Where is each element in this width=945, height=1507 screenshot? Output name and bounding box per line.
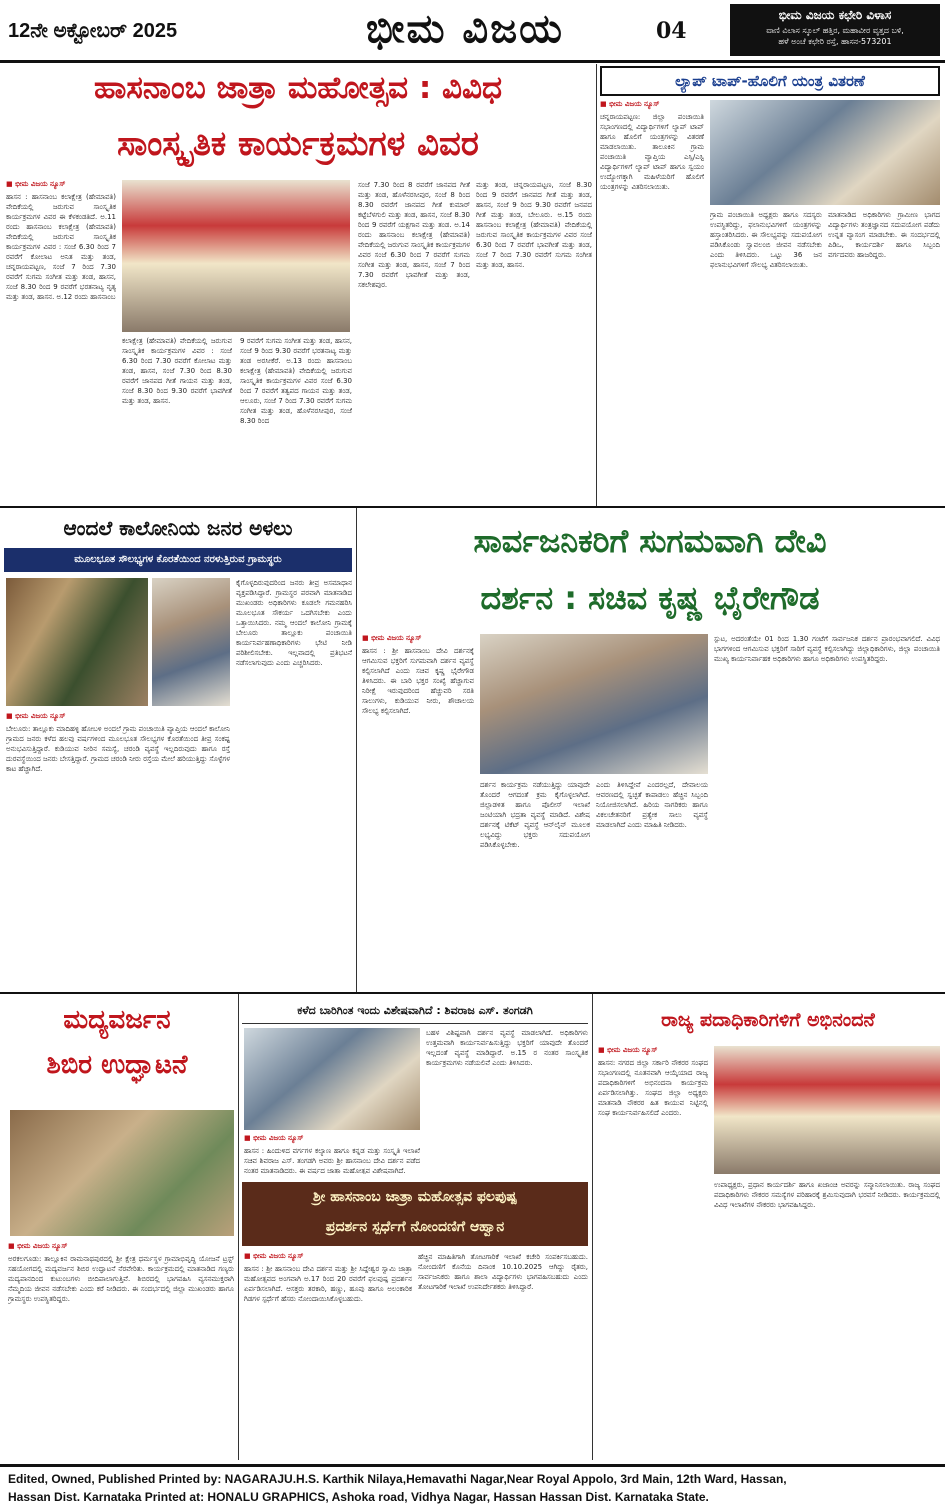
story1-text-4: ಸಂಜೆ 7.30 ರಿಂದ 8 ರವರೆಗೆ ಜಾನಪದ ಗೀತೆ ಮತ್ತು ತಂಡ, ಹೊಳೆನರಸೀಪುರ, ಸಂಜೆ 8 ರಿಂದ 8.30 ರವರೆಗೆ ಜಾನಪದ ಗೀತೆ ಕುಮಾರ್ ಕಟ್ಟೆಬೆಳಗುಲಿ ಮತ್ತು ತಂಡ, ಹಾಸನ, ಸಂಜೆ 8.30 ರಿಂದ 9 ರವರೆಗೆ ಯಕ್ಷಗಾನ ಮತ್ತು ತಂಡ. ಅ.14 ರಂದು ಹಾಸನಾಂಬ ಕಲಾಕ್ಷೇತ್ರ (ಹೇಮಾವತಿ) ವೇದಿಕೆಯಲ್ಲಿ ಜರುಗುವ ಸಾಂಸ್ಕೃತಿಕ ಕಾರ್ಯಕ್ರಮಗಳ ವಿವರ ಸಂಜೆ 6.30 ರಿಂದ 7 ರವರೆಗೆ ಸುಗಮ ಸಂಗೀತ ಮತ್ತು ತಂಡ, ಹಾಸನ, ಸಂಜೆ 7 ರಿಂದ 7.30 ರವರೆಗೆ ಭಾವಗೀತೆ ಮತ್ತು ತಂಡ, ಸಕಲೇಶಪುರ. bbox=[358, 181, 470, 289]
story2-distribution-photo bbox=[710, 100, 940, 205]
story7-credit: ■ ಭೀಮ ವಿಜಯ ನ್ಯೂಸ್ bbox=[598, 1046, 708, 1055]
story7-column-1 bbox=[598, 1046, 708, 1456]
story3-headline: ಆಂದಲೆ ಕಾಲೋನಿಯ ಜನರ ಅಳಲು bbox=[63, 516, 293, 540]
story2-text-3: ಮಾತನಾಡಿದ ಅಧಿಕಾರಿಗಳು ಗ್ರಾಮೀಣ ಭಾಗದ ವಿದ್ಯಾರ್ಥಿಗಳು ತಂತ್ರಜ್ಞಾನದ ಸದುಪಯೋಗ ಪಡೆದು ಉನ್ನತ ವ್ಯಾಸಂಗ ಮಾಡಬೇಕು. ಈ ಸಂದರ್ಭದಲ್ಲಿ ಪಿಡಿಒ, ಕಾರ್ಯದರ್ಶಿ ಹಾಗೂ ಸಿಬ್ಬಂದಿ ವರ್ಗದವರು ಹಾಜರಿದ್ದರು. bbox=[828, 211, 940, 259]
story8-headline-2: ಪ್ರದರ್ಶನ ಸ್ಪರ್ಧೆಗೆ ನೋಂದಣಿಗೆ ಆಹ್ವಾನ bbox=[325, 1219, 505, 1235]
story4-column-1 bbox=[362, 634, 474, 988]
story8-text-1: ಹಾಸನ : ಶ್ರೀ ಹಾಸನಾಂಬ ದೇವಿ ದರ್ಶನ ಮತ್ತು ಶ್ರೀ ಸಿದ್ದೇಶ್ವರ ಸ್ವಾಮಿ ಜಾತ್ರಾ ಮಹೋತ್ಸವದ ಅಂಗವಾಗಿ ಅ.17 ರಿಂದ 20 ರವರೆಗೆ ಫಲಪುಷ್ಪ ಪ್ರದರ್ಶನ ಏರ್ಪಡಿಸಲಾಗಿದೆ. ಆಸಕ್ತರು ತರಕಾರಿ, ಹಣ್ಣು, ಹೂವು ಹಾಗೂ ಅಲಂಕಾರಿಕ ಗಿಡಗಳ ಸ್ಪರ್ಧೆಗೆ ಹೆಸರು ನೋಂದಾಯಿಸಿಕೊಳ್ಳಬಹುದು. bbox=[244, 1265, 412, 1303]
story1-column-1 bbox=[6, 180, 116, 500]
issue-date: 12ನೇ ಅಕ್ಟೋಬರ್ 2025 bbox=[8, 20, 178, 42]
story8-column-2 bbox=[418, 1252, 588, 1456]
story2-column-2 bbox=[710, 210, 822, 500]
story1-credit: ■ ಭೀಮ ವಿಜಯ ನ್ಯೂಸ್ bbox=[6, 180, 116, 189]
story1-headline-1: ಹಾಸನಾಂಬ ಜಾತ್ರಾ ಮಹೋತ್ಸವ : ವಿವಿಧ bbox=[93, 70, 503, 106]
address-line-1: ವಾಣಿ ವಿಲಾಸ ಸ್ಕೂಲ್ ಹತ್ತಿರ, ಮಹಾವೀರ ವೃತ್ತದ ಬಳಿ, bbox=[766, 26, 904, 35]
story1-text-1: ಹಾಸನ : ಹಾಸನಾಂಬ ಕಲಾಕ್ಷೇತ್ರ (ಹೇಮಾವತಿ) ವೇದಿಕೆಯಲ್ಲಿ ಜರುಗುವ ಸಾಂಸ್ಕೃತಿಕ ಕಾರ್ಯಕ್ರಮಗಳ ವಿವರ ಈ ಕೆಳಕಂಡತಿದೆ. ಅ.11 ರಂದು ಹಾಸನಾಂಬ ಕಲಾಕ್ಷೇತ್ರ (ಹೇಮಾವತಿ) ವೇದಿಕೆಯಲ್ಲಿ ಜರುಗುವ ಸಾಂಸ್ಕೃತಿಕ ಕಾರ್ಯಕ್ರಮಗಳ ವಿವರ : ಸಂಜೆ 6.30 ರಿಂದ 7 ರವರೆಗೆ ಕೋಲಾಟ ಅನಿತ ಮತ್ತು ತಂಡ, ಚನ್ನರಾಯಪಟ್ಟಣ, ಸಂಜೆ 7 ರಿಂದ 7.30 ರವರೆಗೆ ಸುಗಮ ಸಂಗೀತ ಮತ್ತು ತಂಡ, ಹಾಸನ, ಸಂಜೆ 8.30 ರಿಂದ 9 ರವರೆಗೆ ಭರತನಾಟ್ಯ ನೃತ್ಯ ಮತ್ತು ತಂಡ, ಹಾಸನ. ಅ.12 ರಂದು ಹಾಸನಾಂಬ bbox=[6, 193, 116, 301]
divider bbox=[356, 508, 357, 992]
story8-credit: ■ ಭೀಮ ವಿಜಯ ನ್ಯೂಸ್ bbox=[244, 1252, 412, 1261]
story1-text-2: ಕಲಾಕ್ಷೇತ್ರ (ಹೇಮಾವತಿ) ವೇದಿಕೆಯಲ್ಲಿ ಜರುಗುವ ಸಾಂಸ್ಕೃತಿಕ ಕಾರ್ಯಕ್ರಮಗಳ ವಿವರ : ಸಂಜೆ 6.30 ರಿಂದ 7.30 ರವರೆಗೆ ಕೋಲಾಟ ಮತ್ತು ತಂಡ, ಹಾಸನ, ಸಂಜೆ 7.30 ರಿಂದ 8.30 ರವರೆಗೆ ಜಾನಪದ ಗೀತೆ ಗಾಯನ ಮತ್ತು ತಂಡ, ಸಂಜೆ 8.30 ರಿಂದ 9.30 ರವರೆಗೆ ಭಾವಗೀತೆ ಮತ್ತು ತಂಡ, ಹಾಸನ. bbox=[122, 337, 232, 405]
imprint-footer bbox=[0, 1464, 945, 1507]
story8-text-2: ಹೆಚ್ಚಿನ ಮಾಹಿತಿಗಾಗಿ ತೋಟಗಾರಿಕೆ ಇಲಾಖೆ ಕಚೇರಿ ಸಂಪರ್ಕಿಸಬಹುದು. ನೋಂದಣಿಗೆ ಕೊನೆಯ ದಿನಾಂಕ 10.10.2025 ಆಗಿದ್ದು ರೈತರು, ಸಾರ್ವಜನಿಕರು ಹಾಗೂ ಶಾಲಾ ವಿದ್ಯಾರ್ಥಿಗಳು ಭಾಗವಹಿಸಬಹುದು ಎಂದು ತೋಟಗಾರಿಕೆ ಇಲಾಖೆ ಉಪನಿರ್ದೇಶಕರು ತಿಳಿಸಿದ್ದಾರೆ. bbox=[418, 1253, 588, 1291]
story6-column-2 bbox=[426, 1028, 588, 1174]
story6-headline: ಕಳೆದ ಬಾರಿಗಿಂತ ಇಂದು ವಿಶೇಷವಾಗಿದೆ : ಶಿವರಾಜ ಎಸ್. ತಂಗಡಗಿ bbox=[242, 998, 588, 1024]
story1-column-5 bbox=[476, 180, 592, 500]
address-title: ಭೀಮ ವಿಜಯ ಕಛೇರಿ ವಿಳಾಸ bbox=[778, 8, 892, 22]
story2-text-1: ಚನ್ನರಾಯಪಟ್ಟಣ: ಜಿಲ್ಲಾ ಪಂಚಾಯಿತಿ ಸಭಾಂಗಣದಲ್ಲಿ ವಿದ್ಯಾರ್ಥಿಗಳಿಗೆ ಲ್ಯಾಪ್ ಟಾಪ್ ಹಾಗೂ ಹೊಲಿಗೆ ಯಂತ್ರಗಳನ್ನು ವಿತರಣೆ ಮಾಡಲಾಯಿತು. ತಾಲೂಕಿನ ಗ್ರಾಮ ಪಂಚಾಯಿತಿ ವ್ಯಾಪ್ತಿಯ ಎಸ್ಸಿ/ಎಸ್ಟಿ ವಿದ್ಯಾರ್ಥಿಗಳಿಗೆ ಲ್ಯಾಪ್ ಟಾಪ್ ಹಾಗೂ ಸ್ವಯಂ ಉದ್ಯೋಗಕ್ಕಾಗಿ ಮಹಿಳೆಯರಿಗೆ ಹೊಲಿಗೆ ಯಂತ್ರಗಳನ್ನು ವಿತರಿಸಲಾಯಿತು. bbox=[600, 113, 704, 191]
divider bbox=[0, 992, 945, 994]
divider bbox=[238, 994, 239, 1460]
story2-column-3 bbox=[828, 210, 940, 500]
story8-column-1 bbox=[244, 1252, 412, 1456]
story7-text-1: ಹಾಸನ: ನಗರದ ಜಿಲ್ಲಾ ಸರ್ಕಾರಿ ನೌಕರರ ಸಂಘದ ಸಭಾಂಗಣದಲ್ಲಿ ನೂತನವಾಗಿ ಆಯ್ಕೆಯಾದ ರಾಜ್ಯ ಪದಾಧಿಕಾರಿಗಳಿಗೆ ಅಭಿನಂದನಾ ಕಾರ್ಯಕ್ರಮ ಏರ್ಪಡಿಸಲಾಗಿತ್ತು. ಸಂಘದ ಜಿಲ್ಲಾ ಅಧ್ಯಕ್ಷರು ಮಾತನಾಡಿ ನೌಕರರ ಹಿತ ಕಾಯುವ ನಿಟ್ಟಿನಲ್ಲಿ ಸಂಘ ಕಾರ್ಯನಿರ್ವಹಿಸಲಿದೆ ಎಂದರು. bbox=[598, 1059, 708, 1117]
story3-subheadline: ಮೂಲಭೂತ ಸೌಲಭ್ಯಗಳ ಕೊರತೆಯಿಂದ ನರಳುತ್ತಿರುವ ಗ್ರಾಮಸ್ಥರು bbox=[4, 548, 352, 572]
story6-text-2: ಬಹಳ ವಿಶಿಷ್ಟವಾಗಿ ದರ್ಶನ ವ್ಯವಸ್ಥೆ ಮಾಡಲಾಗಿದೆ. ಅಧಿಕಾರಿಗಳು ಉತ್ತಮವಾಗಿ ಕಾರ್ಯನಿರ್ವಹಿಸುತ್ತಿದ್ದು ಭಕ್ತರಿಗೆ ಯಾವುದೇ ತೊಂದರೆ ಇಲ್ಲದಂತೆ ವ್ಯವಸ್ಥೆ ಮಾಡಿದ್ದಾರೆ. ಅ.15 ರ ನಂತರ ಸಾಂಸ್ಕೃತಿಕ ಕಾರ್ಯಕ್ರಮಗಳು ನಡೆಯಲಿವೆ ಎಂದು ತಿಳಿಸಿದರು. bbox=[426, 1029, 588, 1067]
divider bbox=[596, 64, 597, 508]
story3-text-1: ಬೇಲೂರು: ತಾಲ್ಲೂಕು ಮಾದಿಹಳ್ಳಿ ಹೋಬಳಿ ಅಂದಲೆ ಗ್ರಾಮ ಪಂಚಾಯಿತಿ ವ್ಯಾಪ್ತಿಯ ಆಂದಲೆ ಕಾಲೋನಿ ಗ್ರಾಮದ ಜನರು ಕಳೆದ ಹಲವು ವರ್ಷಗಳಿಂದ ಮೂಲಭೂತ ಸೌಲಭ್ಯಗಳ ಕೊರತೆಯಿಂದ ತೀವ್ರ ಸಂಕಷ್ಟ ಅನುಭವಿಸುತ್ತಿದ್ದಾರೆ. ಕುಡಿಯುವ ನೀರಿನ ಸಮಸ್ಯೆ, ಚರಂಡಿ ವ್ಯವಸ್ಥೆ ಇಲ್ಲದಿರುವುದು ಹಾಗೂ ರಸ್ತೆ ದುರವಸ್ಥೆಯಿಂದ ಜನರು ಬೇಸತ್ತಿದ್ದಾರೆ. ಗ್ರಾಮದ ಚರಂಡಿ ನೀರು ರಸ್ತೆಯ ಮೇಲೆ ಹರಿಯುತ್ತಿದ್ದು ಸೊಳ್ಳೆಗಳ ಕಾಟ ಹೆಚ್ಚಾಗಿದೆ. bbox=[6, 725, 230, 773]
page-number: 04 bbox=[656, 18, 687, 44]
story4-column-4 bbox=[714, 634, 940, 988]
story1-text-3: 9 ರವರೆಗೆ ಸುಗಮ ಸಂಗೀತ ಮತ್ತು ತಂಡ, ಹಾಸನ, ಸಂಜೆ 9 ರಿಂದ 9.30 ರವರೆಗೆ ಭರತನಾಟ್ಯ ಮತ್ತು ತಂಡ ಅರಸೀಕೆರೆ. ಅ.13 ರಂದು ಹಾಸನಾಂಬ ಕಲಾಕ್ಷೇತ್ರ (ಹೇಮಾವತಿ) ವೇದಿಕೆಯಲ್ಲಿ ಜರುಗುವ ಸಾಂಸ್ಕೃತಿಕ ಕಾರ್ಯಕ್ರಮಗಳ ವಿವರ ಸಂಜೆ 6.30 ರಿಂದ 7 ರವರೆಗೆ ತತ್ವಪದ ಗಾಯನ ಮತ್ತು ತಂಡ, ಆಲೂರು, ಸಂಜೆ 7 ರಿಂದ 7.30 ರವರೆಗೆ ಸುಗಮ ಸಂಗೀತ ಮತ್ತು ತಂಡ, ಹೊಳೆನರಸೀಪುರ, ಸಂಜೆ 8.30 ರಿಂದ bbox=[240, 337, 352, 425]
story1-column-4 bbox=[358, 180, 470, 500]
story1-temple-photo bbox=[122, 180, 350, 332]
story2-column-1 bbox=[600, 100, 704, 500]
story3-column-1 bbox=[6, 712, 230, 988]
story2-headline: ಲ್ಯಾಪ್ ಟಾಪ್-ಹೊಲಿಗೆ ಯಂತ್ರ ವಿತರಣೆ bbox=[600, 66, 940, 96]
story3-credit: ■ ಭೀಮ ವಿಜಯ ನ್ಯೂಸ್ bbox=[6, 712, 230, 721]
story1-headline-2: ಸಾಂಸ್ಕೃತಿಕ ಕಾರ್ಯಕ್ರಮಗಳ ವಿವರ bbox=[117, 124, 479, 164]
story6-column-1 bbox=[244, 1134, 420, 1174]
masthead-rule bbox=[0, 60, 945, 63]
story7-felicitation-photo bbox=[714, 1046, 940, 1174]
story3-drain-photo bbox=[6, 578, 148, 706]
story3-woman-photo bbox=[152, 578, 230, 706]
story4-column-3 bbox=[596, 780, 708, 988]
story4-credit: ■ ಭೀಮ ವಿಜಯ ನ್ಯೂಸ್ bbox=[362, 634, 474, 643]
story4-column-2 bbox=[480, 780, 590, 988]
story5-headline-2: ಶಿಬಿರ ಉದ್ಘಾಟನೆ bbox=[46, 1050, 188, 1080]
imprint-line-1: Edited, Owned, Published Printed by: NAGARAJU.H.S. Karthik Nilaya,Hemavathi Nagar,Near Royal Appolo, 3rd Main, 12th Ward, Hassan, bbox=[8, 1472, 787, 1486]
story5-inauguration-photo bbox=[10, 1110, 234, 1236]
story4-headline-2: ದರ್ಶನ : ಸಚಿವ ಕೃಷ್ಣ ಭೈರೇಗೌಡ bbox=[480, 579, 820, 617]
newspaper-title: ಭೀಮ ವಿಜಯ bbox=[366, 6, 564, 52]
story1-column-2 bbox=[122, 336, 232, 500]
story5-text: ಅರಕಲಗೂಡು: ತಾಲ್ಲೂಕಿನ ರಾಮನಾಥಪುರದಲ್ಲಿ ಶ್ರೀ ಕ್ಷೇತ್ರ ಧರ್ಮಸ್ಥಳ ಗ್ರಾಮಾಭಿವೃದ್ಧಿ ಯೋಜನೆ ಟ್ರಸ್ಟ್ ಸಹಯೋಗದಲ್ಲಿ ಮದ್ಯವರ್ಜನ ಶಿಬಿರ ಉದ್ಘಾಟನೆ ನೆರವೇರಿತು. ಕಾರ್ಯಕ್ರಮದಲ್ಲಿ ಮಾತನಾಡಿದ ಗಣ್ಯರು ಮದ್ಯಪಾನದಿಂದ ಕುಟುಂಬಗಳು ಬೀದಿಪಾಲಾಗುತ್ತಿವೆ. ಶಿಬಿರದಲ್ಲಿ ಭಾಗವಹಿಸಿ ವ್ಯಸನಮುಕ್ತರಾಗಿ ನೆಮ್ಮದಿಯ ಜೀವನ ನಡೆಸಬೇಕು ಎಂದು ಕರೆ ನೀಡಿದರು. ಈ ಸಂದರ್ಭದಲ್ಲಿ ಜಿಲ್ಲಾ ಮುಖಂಡರು ಹಾಗೂ ಗ್ರಾಮಸ್ಥರು ಉಪಸ್ಥಿತರಿದ್ದರು. bbox=[8, 1255, 234, 1303]
story4-text-3: ಎಂದು ತಿಳಿಸಿದ್ದೇವೆ ಎಂದರಲ್ಲದೆ, ದೇವಾಲಯ ಆವರಣದಲ್ಲಿ ಸ್ವಚ್ಛತೆ ಕಾಪಾಡಲು ಹೆಚ್ಚಿನ ಸಿಬ್ಬಂದಿ ನಿಯೋಜಿಸಲಾಗಿದೆ. ಹಿರಿಯ ನಾಗರಿಕರು ಹಾಗೂ ವಿಕಲಚೇತನರಿಗೆ ಪ್ರತ್ಯೇಕ ಸಾಲು ವ್ಯವಸ್ಥೆ ಮಾಡಲಾಗಿದೆ ಎಂದು ಮಾಹಿತಿ ನೀಡಿದರು. bbox=[596, 781, 708, 829]
story4-text-4: ಸ್ಪುಟ, ಅದರಂತೆಯೇ 01 ರಿಂದ 1.30 ಗಂಟೆಗೆ ಸಾರ್ವಜನಿಕ ದರ್ಶನ ಪ್ರಾರಂಭವಾಗಲಿದೆ. ವಿವಿಧ ಭಾಗಗಳಿಂದ ಆಗಮಿಸುವ ಭಕ್ತರಿಗೆ ಸಾರಿಗೆ ವ್ಯವಸ್ಥೆ ಕಲ್ಪಿಸಲಾಗಿದ್ದು ಜಿಲ್ಲಾಧಿಕಾರಿಗಳು, ಜಿಲ್ಲಾ ಪಂಚಾಯಿತಿ ಮುಖ್ಯ ಕಾರ್ಯನಿರ್ವಾಹಕ ಅಧಿಕಾರಿಗಳು ಹಾಗೂ ಅಧಿಕಾರಿಗಳು ಉಪಸ್ಥಿತರಿದ್ದರು. bbox=[714, 635, 940, 663]
story5-body bbox=[8, 1242, 234, 1454]
story4-headline-1: ಸಾರ್ವಜನಿಕರಿಗೆ ಸುಗಮವಾಗಿ ದೇವಿ bbox=[473, 522, 827, 560]
story6-text-1: ಹಾಸನ : ಹಿಂದುಳಿದ ವರ್ಗಗಳ ಕಲ್ಯಾಣ ಹಾಗೂ ಕನ್ನಡ ಮತ್ತು ಸಂಸ್ಕೃತಿ ಇಲಾಖೆ ಸಚಿವ ಶಿವರಾಜ ಎಸ್. ತಂಗಡಗಿ ಅವರು ಶ್ರೀ ಹಾಸನಾಂಬ ದೇವಿ ದರ್ಶನ ಪಡೆದ ನಂತರ ಮಾತನಾಡಿದರು. ಈ ವರ್ಷದ ಜಾತ್ರಾ ಮಹೋತ್ಸವ ವಿಶೇಷವಾಗಿದೆ. bbox=[244, 1147, 420, 1174]
story4-minister-photo bbox=[480, 634, 708, 774]
story6-credit: ■ ಭೀಮ ವಿಜಯ ನ್ಯೂಸ್ bbox=[244, 1134, 420, 1143]
story7-text-2: ಉಪಾಧ್ಯಕ್ಷರು, ಪ್ರಧಾನ ಕಾರ್ಯದರ್ಶಿ ಹಾಗೂ ಖಜಾಂಚಿ ಅವರನ್ನು ಸನ್ಮಾನಿಸಲಾಯಿತು. ರಾಜ್ಯ ಸಂಘದ ಪದಾಧಿಕಾರಿಗಳು ನೌಕರರ ಸಮಸ್ಯೆಗಳ ಪರಿಹಾರಕ್ಕೆ ಶ್ರಮಿಸುವುದಾಗಿ ಭರವಸೆ ನೀಡಿದರು. ಕಾರ್ಯಕ್ರಮದಲ್ಲಿ ವಿವಿಧ ಇಲಾಖೆಗಳ ನೌಕರರು ಭಾಗವಹಿಸಿದ್ದರು. bbox=[714, 1181, 940, 1209]
divider bbox=[592, 994, 593, 1460]
address-line-2: ಹಳೆ ಅಂಚೆ ಕಛೇರಿ ರಸ್ತೆ, ಹಾಸನ-573201 bbox=[778, 37, 892, 46]
office-address-box bbox=[730, 4, 940, 56]
story2-credit: ■ ಭೀಮ ವಿಜಯ ನ್ಯೂಸ್ bbox=[600, 100, 704, 109]
imprint-line-2: Hassan Dist. Karnataka Printed at: HONALU GRAPHICS, Ashoka road, Vidhya Nagar, Hassan Hassan Dist. Karnataka State. bbox=[8, 1490, 709, 1504]
divider bbox=[0, 506, 945, 508]
story5-headline-1: ಮದ್ಯವರ್ಜನ bbox=[63, 1005, 171, 1035]
story1-text-5: ಮತ್ತು ತಂಡ, ಚನ್ನರಾಯಪಟ್ಟಣ, ಸಂಜೆ 8.30 ರಿಂದ 9 ರವರೆಗೆ ಜಾನಪದ ಗೀತೆ ಮತ್ತು ತಂಡ, ಹಾಸನ, ಸಂಜೆ 9 ರಿಂದ 9.30 ರವರೆಗೆ ಜನಪದ ಗೀತೆ ಮತ್ತು ತಂಡ, ಬೇಲೂರು. ಅ.15 ರಂದು ಹಾಸನಾಂಬ ಕಲಾಕ್ಷೇತ್ರ (ಹೇಮಾವತಿ) ವೇದಿಕೆಯಲ್ಲಿ ಜರುಗುವ ಸಾಂಸ್ಕೃತಿಕ ಕಾರ್ಯಕ್ರಮಗಳ ವಿವರ ಸಂಜೆ 6.30 ರಿಂದ 7 ರವರೆಗೆ ಭಾವಗೀತೆ ಮತ್ತು ತಂಡ, ಸಂಜೆ 7 ರಿಂದ 7.30 ರವರೆಗೆ ಸುಗಮ ಸಂಗೀತ ಮತ್ತು ತಂಡ, ಹಾಸನ. bbox=[476, 181, 592, 269]
story1-column-3 bbox=[240, 336, 352, 500]
story4-text-1: ಹಾಸನ : ಶ್ರೀ ಹಾಸನಾಂಬ ದೇವಿ ದರ್ಶನಕ್ಕೆ ಆಗಮಿಸುವ ಭಕ್ತರಿಗೆ ಸುಗಮವಾಗಿ ದರ್ಶನ ವ್ಯವಸ್ಥೆ ಕಲ್ಪಿಸಲಾಗಿದೆ ಎಂದು ಸಚಿವ ಕೃಷ್ಣ ಭೈರೇಗೌಡ ತಿಳಿಸಿದರು. ಈ ಬಾರಿ ಭಕ್ತರ ಸಂಖ್ಯೆ ಹೆಚ್ಚಾಗುವ ನಿರೀಕ್ಷೆ ಇರುವುದರಿಂದ ಹೆಚ್ಚುವರಿ ಸರತಿ ಸಾಲುಗಳು, ಕುಡಿಯುವ ನೀರು, ಶೌಚಾಲಯ ಸೌಲಭ್ಯ ಕಲ್ಪಿಸಲಾಗಿದೆ. bbox=[362, 647, 474, 715]
story6-minister-photo bbox=[244, 1028, 420, 1130]
story3-column-2 bbox=[236, 578, 352, 988]
story7-headline: ರಾಜ್ಯ ಪದಾಧಿಕಾರಿಗಳಿಗೆ ಅಭಿನಂದನೆ bbox=[661, 1009, 875, 1031]
story7-column-2 bbox=[714, 1180, 940, 1456]
story3-text-2: ಕೈಗೊಳ್ಳದಿರುವುದರಿಂದ ಜನರು ತೀವ್ರ ಅಸಮಾಧಾನ ವ್ಯಕ್ತಪಡಿಸಿದ್ದಾರೆ. ಗ್ರಾಮಸ್ಥರ ಪರವಾಗಿ ಮಾತನಾಡಿದ ಮುಖಂಡರು ಅಧಿಕಾರಿಗಳು ಕೂಡಲೇ ಗಮನಹರಿಸಿ ಮೂಲಭೂತ ಸೌಕರ್ಯ ಒದಗಿಸಬೇಕು ಎಂದು ಒತ್ತಾಯಿಸಿದರು. ನಮ್ಮ ಆಂದಲೆ ಕಾಲೋನಿ ಗ್ರಾಮಕ್ಕೆ ಬೇಲೂರು ತಾಲ್ಲೂಕು ಪಂಚಾಯಿತಿ ಕಾರ್ಯನಿರ್ವಹಣಾಧಿಕಾರಿಗಳು ಭೇಟಿ ನೀಡಿ ಪರಿಶೀಲಿಸಬೇಕು. ಇಲ್ಲವಾದಲ್ಲಿ ಪ್ರತಿಭಟನೆ ನಡೆಸಲಾಗುವುದು ಎಂದು ಎಚ್ಚರಿಸಿದರು. bbox=[236, 579, 352, 667]
story5-credit: ■ ಭೀಮ ವಿಜಯ ನ್ಯೂಸ್ bbox=[8, 1242, 234, 1251]
story4-text-2: ದರ್ಶನ ಕಾರ್ಯಕ್ರಮ ನಡೆಯುತ್ತಿದ್ದು ಯಾವುದೇ ತೊಂದರೆ ಆಗದಂತೆ ಕ್ರಮ ಕೈಗೊಳ್ಳಲಾಗಿದೆ. ಜಿಲ್ಲಾಡಳಿತ ಹಾಗೂ ಪೊಲೀಸ್ ಇಲಾಖೆ ಜಂಟಿಯಾಗಿ ಭದ್ರತಾ ವ್ಯವಸ್ಥೆ ಮಾಡಿದೆ. ವಿಶೇಷ ದರ್ಶನಕ್ಕೆ ಟಿಕೆಟ್ ವ್ಯವಸ್ಥೆ ಆನ್‌ಲೈನ್ ಮೂಲಕ ಲಭ್ಯವಿದ್ದು ಭಕ್ತರು ಸದುಪಯೋಗ ಪಡಿಸಿಕೊಳ್ಳಬೇಕು. bbox=[480, 781, 590, 849]
story8-headline-box bbox=[242, 1182, 588, 1246]
story2-text-2: ಗ್ರಾಮ ಪಂಚಾಯಿತಿ ಅಧ್ಯಕ್ಷರು ಹಾಗೂ ಸದಸ್ಯರು ಉಪಸ್ಥಿತರಿದ್ದು, ಫಲಾನುಭವಿಗಳಿಗೆ ಯಂತ್ರಗಳನ್ನು ಹಸ್ತಾಂತರಿಸಿದರು. ಈ ಸೌಲಭ್ಯವನ್ನು ಸದುಪಯೋಗ ಪಡಿಸಿಕೊಂಡು ಸ್ವಾವಲಂಬಿ ಜೀವನ ನಡೆಸಬೇಕು ಎಂದು ತಿಳಿಸಿದರು. ಒಟ್ಟು 36 ಜನ ಫಲಾನುಭವಿಗಳಿಗೆ ಸೌಲಭ್ಯ ವಿತರಿಸಲಾಯಿತು. bbox=[710, 211, 822, 269]
story8-headline-1: ಶ್ರೀ ಹಾಸನಾಂಬ ಜಾತ್ರಾ ಮಹೋತ್ಸವ ಫಲಪುಷ್ಪ bbox=[313, 1189, 517, 1205]
